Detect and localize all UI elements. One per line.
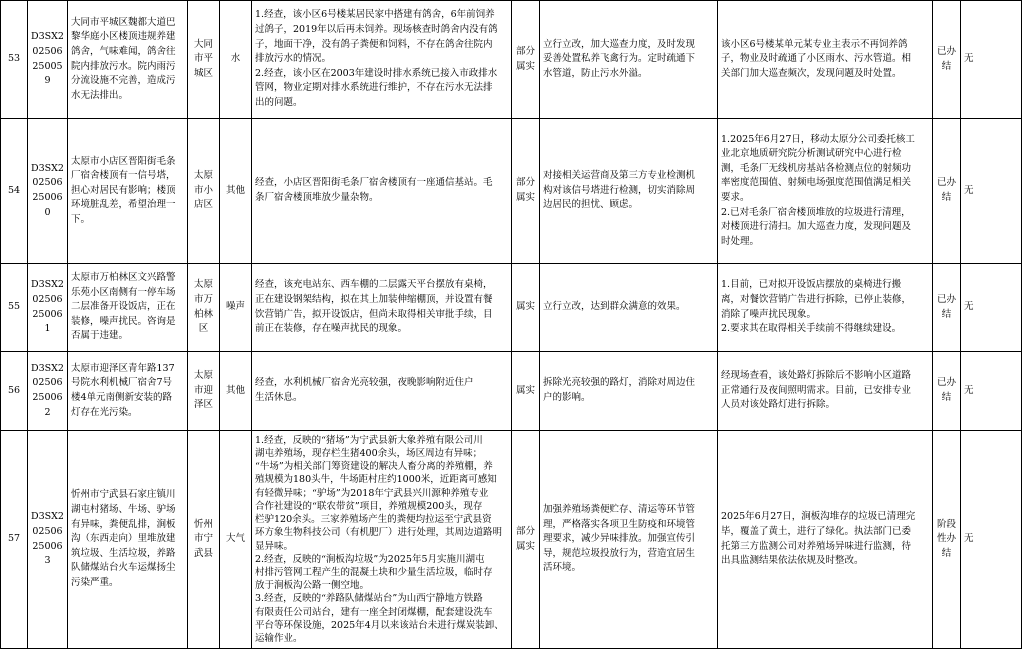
row-verdict: 属实 xyxy=(512,264,540,352)
row-investigation: 经查，小店区晋阳街毛条厂宿舍楼顶有一座通信基站。毛 条厂宿舍楼顶堆放少量杂物。 xyxy=(252,119,512,264)
row-seq: 57 xyxy=(1,431,28,649)
row-complaint: 太原市万柏林区文兴路警 乐苑小区南侧有一停车场 二层准备开设饭店，正在 装修，噪声扰民。咨询是 否属于违建。 xyxy=(68,264,188,352)
row-seq: 56 xyxy=(1,352,28,431)
row-rectify: 加强养殖场粪便贮存、清运等环节管 理，严格落实各项卫生防疫和环境管 理要求，减少异味排放。加强宣传引 导，规范垃圾投放行为，营造宜居生 活环境。 xyxy=(540,431,718,649)
row-note: 无 xyxy=(961,431,1022,649)
row-progress: 2025年6月27日，涧板沟堆存的垃圾已清理完 毕，覆盖了黄土，进行了绿化。执法部门已委 托第三方监测公司对养殖场异味进行监测，待 出具监测结果依法依规及时整改。 xyxy=(718,431,933,649)
row-seq: 55 xyxy=(1,264,28,352)
row-district: 太原 市万 柏林 区 xyxy=(188,264,220,352)
row-code: D3SX2 02506 25006 0 xyxy=(28,119,68,264)
row-district: 忻州 市宁 武县 xyxy=(188,431,220,649)
row-note: 无 xyxy=(961,352,1022,431)
row-status: 已办 结 xyxy=(933,119,961,264)
row-code: D3SX2 02506 25006 2 xyxy=(28,352,68,431)
row-seq: 54 xyxy=(1,119,28,264)
row-verdict: 部分 属实 xyxy=(512,431,540,649)
row-status: 已办 结 xyxy=(933,352,961,431)
row-rectify: 立行立改，加大巡查力度，及时发现 妥善处置私养飞禽行为。定时疏通下 水管道，防止污水外溢。 xyxy=(540,1,718,119)
row-investigation: 1.经查，该小区6号楼某居民家中搭建有鸽舍，6年前饲养 过鸽子，2019年以后再未饲养。现场核查时鸽舍内没有鸽 子，地面干净，没有鸽子粪便和饲料，不存在鸽舍往院内 排放污水的情况。 2.经查，该小区在2003年建设时排水系统已接入市政排水 管网，物业定期对排水系统进行维护，不存在污水无法排 出的问题。 xyxy=(252,1,512,119)
row-note: 无 xyxy=(961,264,1022,352)
row-code: D3SX2 02506 25005 9 xyxy=(28,1,68,119)
row-district: 太原 市迎 泽区 xyxy=(188,352,220,431)
row-verdict: 属实 xyxy=(512,352,540,431)
row-progress: 经现场查看，该处路灯拆除后不影响小区道路 正常通行及夜间照明需求。目前，已安排专业 人员对该处路灯进行拆除。 xyxy=(718,352,933,431)
row-type: 水 xyxy=(220,1,252,119)
table-row xyxy=(1,1,1022,119)
row-complaint: 大同市平城区魏都大道巴 黎华庭小区楼顶违规养建 鸽舍，气味难闻，鸽舍往 院内排放污水。院内雨污 分流设施不完善，造成污 水无法排出。 xyxy=(68,1,188,119)
row-type: 其他 xyxy=(220,352,252,431)
row-rectify: 立行立改，达到群众满意的效果。 xyxy=(540,264,718,352)
row-verdict: 部分 属实 xyxy=(512,1,540,119)
row-code: D3SX2 02506 25006 3 xyxy=(28,431,68,649)
row-complaint: 太原市迎泽区青年路137 号院水利机械厂宿舍7号 楼4单元南侧新安装的路 灯存在光污染。 xyxy=(68,352,188,431)
table-row xyxy=(1,431,1022,649)
row-progress: 1.目前，已对拟开设饭店摆放的桌椅进行搬 离，对餐饮营销广告进行拆除，已停止装修， 消除了噪声扰民现象。 2.要求其在取得相关手续前不得继续建设。 xyxy=(718,264,933,352)
row-note: 无 xyxy=(961,119,1022,264)
row-note: 无 xyxy=(961,1,1022,119)
row-type: 其他 xyxy=(220,119,252,264)
row-status: 已办 结 xyxy=(933,264,961,352)
table-row xyxy=(1,119,1022,264)
row-verdict: 部分 属实 xyxy=(512,119,540,264)
row-rectify: 拆除光亮较强的路灯，消除对周边住 户的影响。 xyxy=(540,352,718,431)
row-rectify: 对接相关运营商及第三方专业检测机 构对该信号塔进行检测，切实消除周 边居民的担忧、顾虑。 xyxy=(540,119,718,264)
row-complaint: 太原市小店区晋阳街毛条 厂宿舍楼顶有一信号塔， 担心对居民有影响；楼顶 环境脏乱差，希望治理一 下。 xyxy=(68,119,188,264)
row-seq: 53 xyxy=(1,1,28,119)
row-district: 太原 市小 店区 xyxy=(188,119,220,264)
row-progress: 该小区6号楼某单元某专业主表示不再饲养鸽 子，物业及时疏通了小区雨水、污水管道。相 关部门加大巡查频次，发现问题及时处置。 xyxy=(718,1,933,119)
row-code: D3SX2 02506 25006 1 xyxy=(28,264,68,352)
row-complaint: 忻州市宁武县石家庄镇川 湖屯村猪场、牛场、驴场 有异味，粪便乱排，涧板 沟（东西走向）里堆放建 筑垃圾、生活垃圾，养路 队储煤站台火车运煤扬尘 污染严重。 xyxy=(68,431,188,649)
row-district: 大同 市平 城区 xyxy=(188,1,220,119)
table-row xyxy=(1,352,1022,431)
row-status: 已办 结 xyxy=(933,1,961,119)
table-row xyxy=(1,264,1022,352)
row-type: 噪声 xyxy=(220,264,252,352)
row-progress: 1.2025年6月27日，移动太原分公司委托核工 业北京地质研究院分析测试研究中心进行检 测，毛条厂无线机房基站各检测点位的射频功 率密度范围值、射频电场强度范围值满足相关 要求。 2.已对毛条厂宿舍楼顶堆放的垃圾进行清理， 对楼顶进行清扫。加大巡查力度，发现问题及 时处理。 xyxy=(718,119,933,264)
row-investigation: 经查，该充电站东、西车棚的二层露天平台摆放有桌椅， 正在建设钢架结构，拟在其上加装伸缩棚顶，并设置有餐 饮营销广告，拟开设饭店，但尚未取得相关审批手续，目 前正在装修，存在噪声扰民的现象。 xyxy=(252,264,512,352)
row-investigation: 经查，水利机械厂宿舍光亮较强，夜晚影响附近住户 生活休息。 xyxy=(252,352,512,431)
row-investigation: 1.经查，反映的“猪场”为宁武县新大象养殖有限公司川 湖屯养殖场，现存栏生猪400余头，场区周边有异味； “牛场”为相关部门筹资建设的解决人畜分离的养殖棚，养 殖规模为180头牛，牛场距村庄约1000米，近距离可感知 有轻微异味；“驴场”为2018年宁武县兴川源种养殖专业 合作社建设的“联农带贫”项目，养殖规模200头，现存 栏驴120余头。三家养殖场产生的粪便均拉运至宁武县资 环方象生物科技公司（有机肥厂）进行处理，其周边道路明 显异味。 2.经查，反映的“涧板沟垃圾”为2025年5月实施川湖屯 村排污管网工程产生的混凝土块和少量生活垃圾，临时存 放于涧板沟公路一侧空地。 3.经查，反映的“养路队储煤站台”为山西宁静地方铁路 有限责任公司站台，建有一座全封闭煤棚，配套建设洗车 平台等环保设施，2025年4月以来该站台未进行煤炭装卸、 运输作业。 xyxy=(252,431,512,649)
row-type: 大气 xyxy=(220,431,252,649)
row-status: 阶段 性办 结 xyxy=(933,431,961,649)
